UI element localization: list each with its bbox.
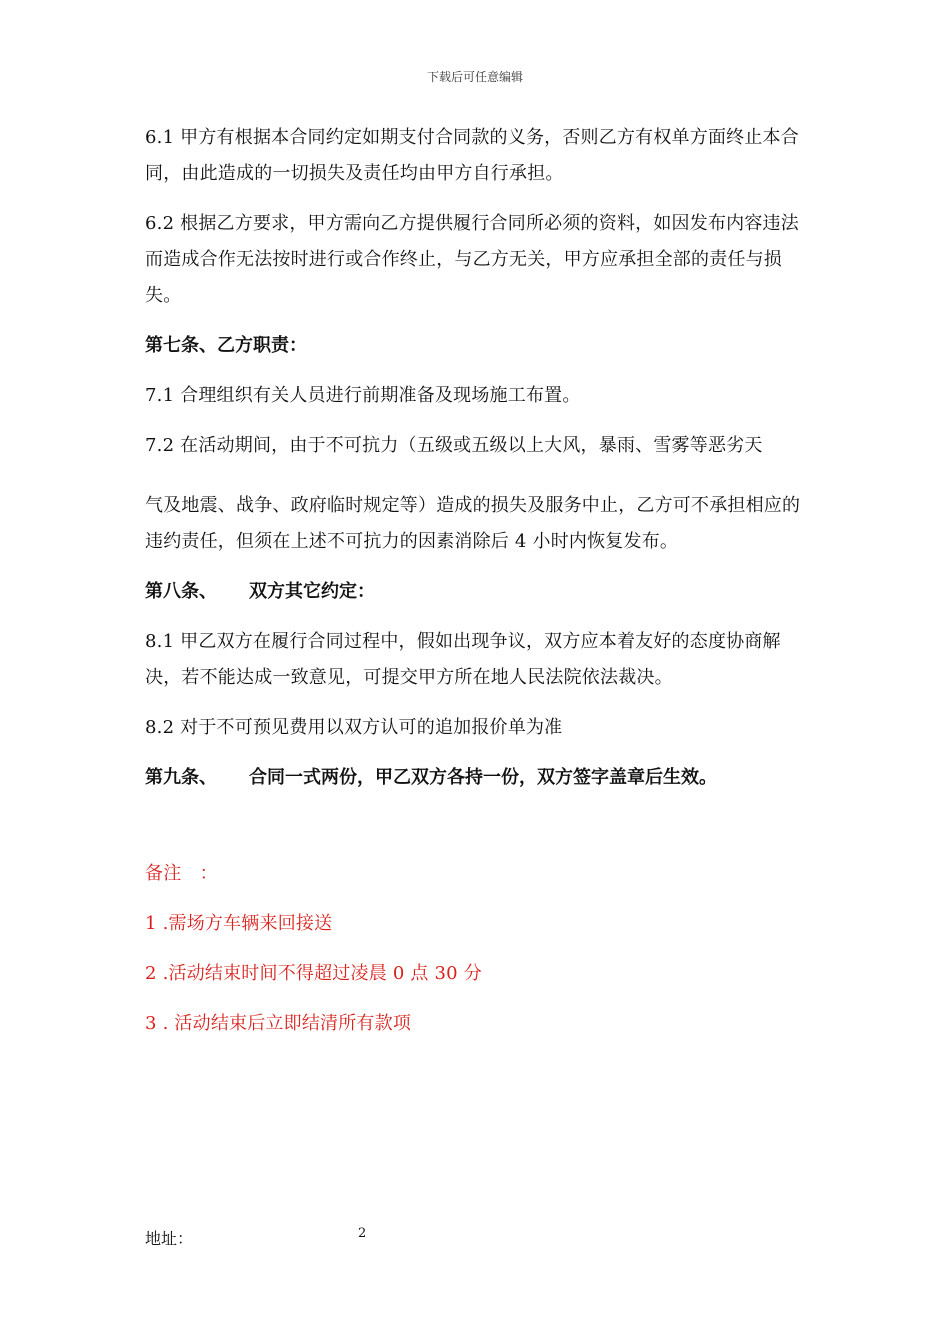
clause-8-1: 8.1 甲乙双方在履行合同过程中，假如出现争议，双方应本着友好的态度协商解决，若不能达成一致意见，可提交甲方所在地人民法院依法裁决。 bbox=[145, 631, 781, 688]
page-header: 下载后可任意编辑 bbox=[426, 70, 523, 84]
notes-title: 备注 ： bbox=[145, 863, 218, 884]
article-9-label: 第九条、 bbox=[145, 767, 217, 788]
document-body bbox=[145, 120, 815, 1056]
article-8-heading bbox=[145, 574, 815, 610]
article-8-title: 双方其它约定： bbox=[249, 581, 375, 602]
article-9-text: 合同一式两份，甲乙双方各持一份，双方签字盖章后生效。 bbox=[249, 767, 717, 788]
page-number: 2 bbox=[358, 1226, 367, 1241]
address-label: 地址： bbox=[145, 1229, 194, 1248]
note-item-1: 1 .需场方车辆来回接送 bbox=[145, 913, 333, 934]
article-7-heading: 第七条、乙方职责： bbox=[145, 335, 307, 356]
clause-7-2-line1: 7.2 在活动期间，由于不可抗力（五级或五级以上大风，暴雨、雪雾等恶劣天 bbox=[145, 435, 763, 456]
clause-6-1: 6.1 甲方有根据本合同约定如期支付合同款的义务，否则乙方有权单方面终止本合同，由此造成的一切损失及责任均由甲方自行承担。 bbox=[145, 127, 799, 184]
article-9-heading bbox=[145, 760, 815, 796]
clause-7-1: 7.1 合理组织有关人员进行前期准备及现场施工布置。 bbox=[145, 385, 581, 406]
note-item-3: 3 . 活动结束后立即结清所有款项 bbox=[145, 1013, 412, 1034]
clause-6-2: 6.2 根据乙方要求，甲方需向乙方提供履行合同所必须的资料，如因发布内容违法而造成合作无法按时进行或合作终止，与乙方无关，甲方应承担全部的责任与损失。 bbox=[145, 213, 799, 306]
clause-7-2-line2: 气及地震、战争、政府临时规定等）造成的损失及服务中止，乙方可不承担相应的违约责任，但须在上述不可抗力的因素消除后 4 小时内恢复发布。 bbox=[145, 495, 801, 552]
note-item-2: 2 .活动结束时间不得超过凌晨 0 点 30 分 bbox=[145, 963, 482, 984]
clause-8-2: 8.2 对于不可预见费用以双方认可的追加报价单为准 bbox=[145, 717, 563, 738]
article-8-label: 第八条、 bbox=[145, 581, 217, 602]
